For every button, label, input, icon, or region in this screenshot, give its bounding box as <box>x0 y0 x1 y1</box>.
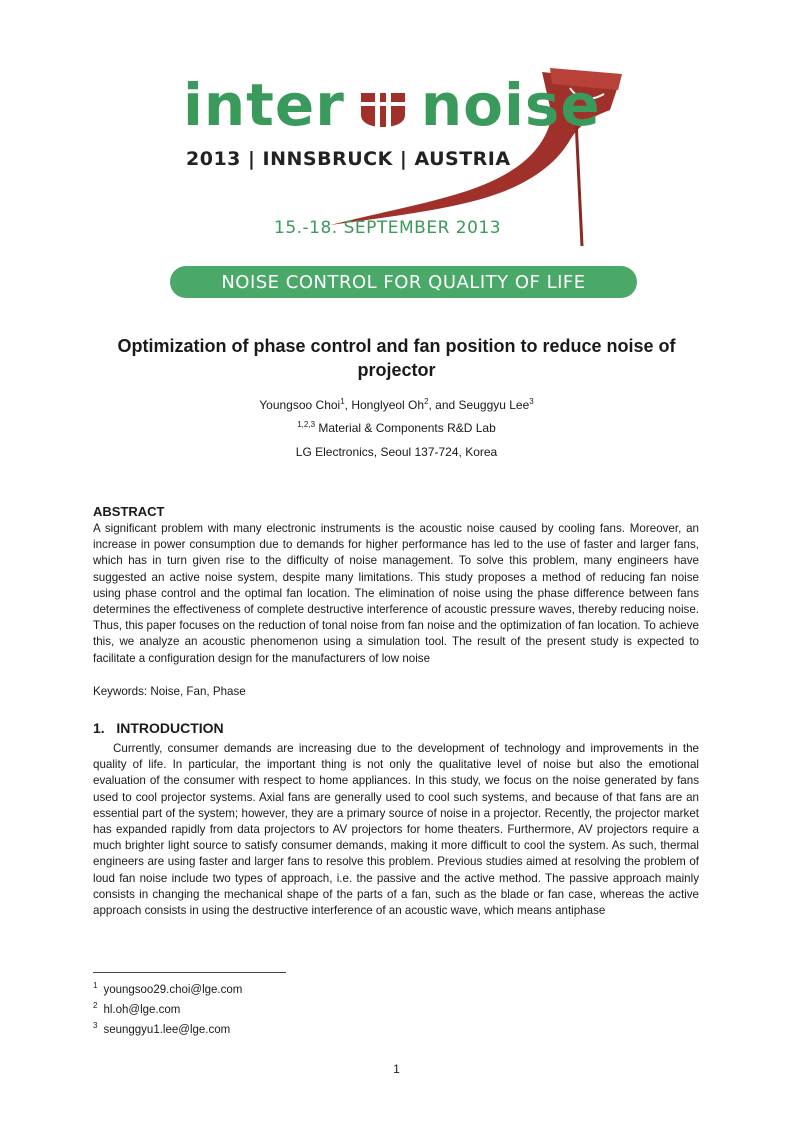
footnote-email: seunggyu1.lee@lge.com <box>103 1023 231 1036</box>
abstract-heading: ABSTRACT <box>93 504 165 519</box>
paper-title: Optimization of phase control and fan position to reduce noise of projector <box>117 336 676 380</box>
author-name: Seuggyu Lee <box>458 398 530 412</box>
logo-wordmark <box>183 71 601 139</box>
footnote-sup: 2 <box>93 1000 98 1010</box>
affiliation-lab-text: Material & Components R&D Lab <box>315 421 496 435</box>
author-name: Youngsoo Choi <box>259 398 341 412</box>
author-sup: 3 <box>529 397 534 406</box>
conference-location: 2013 | INNSBRUCK | AUSTRIA <box>186 148 511 170</box>
logo-noise: noise <box>420 71 601 139</box>
affiliation-sup: 1,2,3 <box>297 420 316 429</box>
conference-banner: NOISE CONTROL FOR QUALITY OF LIFE <box>170 266 637 298</box>
affiliation-lab <box>90 420 703 435</box>
footnote-divider <box>93 972 286 973</box>
tyrol-emblem-icon <box>359 89 407 129</box>
footnote-sup: 1 <box>93 981 98 990</box>
abstract-text: A significant problem with many electronic instruments is the acoustic noise caused by cooling fans. Moreover, an increase in power consumption due to demands for higher performance has led to the use of faster and larger fans, which has in turn given rise to the difficulty of noise management. To solve this problem, many engineers have suggested an active noise system, despite many limitations. This study proposes a method of reducing fan noise using phase control and the optimal fan location. The elimination of noise using the phase difference between fans determines the effectiveness of complete destructive interference of acoustic pressure waves, thereby reducing noise. Thus, this paper focuses on the reduction of tonal noise from fan noise and the optimization of fan location. To achieve this, we analyze an acoustic phenomenon using a simulation tool. The result of the present study is expected to facilitate a configuration design for the manufacturers of low noise <box>93 522 699 665</box>
footnote-sup: 3 <box>93 1020 98 1030</box>
page-number: 1 <box>393 1062 400 1076</box>
author-name: Honglyeol Oh <box>351 398 425 412</box>
footnotes <box>93 978 242 1037</box>
author-separator: , and <box>428 398 459 412</box>
footnote-email: youngsoo29.choi@lge.com <box>103 983 243 996</box>
author-sup: 1 <box>340 397 345 406</box>
author-sup: 2 <box>424 397 429 406</box>
author-list <box>90 397 703 412</box>
footnote <box>93 1018 242 1038</box>
conference-date: 15.-18. SEPTEMBER 2013 <box>274 218 502 238</box>
introduction-heading: 1. INTRODUCTION <box>93 720 224 736</box>
footnote-email: hl.oh@lge.com <box>103 1003 181 1016</box>
footnote <box>93 998 242 1018</box>
author-separator: , <box>344 398 352 412</box>
footnote <box>93 978 242 998</box>
affiliation-company: LG Electronics, Seoul 137-724, Korea <box>295 445 498 459</box>
keywords: Keywords: Noise, Fan, Phase <box>93 685 246 698</box>
logo-inter: inter <box>183 71 345 139</box>
introduction-text: Currently, consumer demands are increasing due to the development of technology and improvements in the quality of life. In particular, the important thing is not only the qualitative level of noise but also the emotional evaluation of the consumer with respect to home appliances. In this study, we focus on the noise generated by fans used to cool projector systems. Axial fans are generally used to cool such systems, and because of that fans are an essential part of the system; however, they are a primary source of noise in a projector. Recently, the projector market has expanded rapidly from data projectors to AV projectors for home theaters. Furthermore, AV projectors require a much brighter light source to satisfy consumer demands, making it more difficult to cool the system. As such, thermal engineers are using faster and larger fans to resolve this problem. Previous studies aimed at resolving the problem of loud fan noise include two types of approach, i.e. the passive and the active method. The passive approach mainly consists in changing the mechanical shape of the parts of a fan, such as the blade or fan case, whereas the active approach consists in using the destructive interference of an acoustic wave, which means antiphase <box>93 742 699 918</box>
